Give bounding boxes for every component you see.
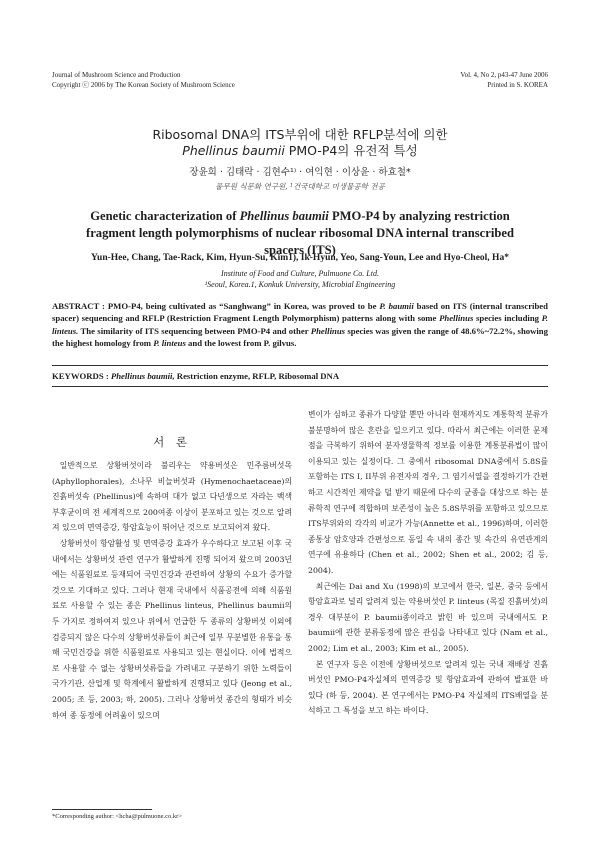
keywords-label: KEYWORDS : xyxy=(52,371,109,381)
issue-header xyxy=(460,70,548,90)
abstract-label: ABSTRACT : xyxy=(52,301,105,311)
footnote-rule xyxy=(52,809,152,810)
copyright-line: Copyright ⓒ 2006 by The Korean Society of Mushroom Science xyxy=(52,81,235,89)
right-paragraph-1: 최근에는 Dai and Xu (1998)의 보고에서 한국, 일본, 중국 등에서 항암효과로 널리 알려져 있는 약용버섯인 P. linteus (목질 진흙버섯)의 경우 대부분이 P. baumii종이라고 밝힌 바 있으며 국내에서도 P. baumii에 관한 분류동정에 많은 관심을 나타내고 있다 (Nam et al., 2002; Lim et al., 2003; Kim et al., 2005). xyxy=(308,581,548,653)
right-paragraph-continued: 변이가 심하고 종류가 다양할 뿐만 아니라 현재까지도 계통학적 분류가 불분명하여 많은 혼란을 일으키고 있다. 따라서 최근에는 이러한 문제점을 극복하기 위하여 분자생물학적 정보를 이용한 계통분류법이 많이 이용되고 있는 실정이다. 그 중에서 ribosomal DNA중에서 5.8S를 포함하는 ITS I, II부위 유전자의 경우, 그 염기서열을 결정하기가 간편하고 시간적인 제약을 덜 받기 때문에 다수의 균종을 대상으로 하는 분류학적 연구에 적합하며 보존성이 높은 5.8S부위를 포함하고 있으므로 ITS부위와의 각각의 비교가 가능(Annette et al., 1996)하며, 이러한 종통상 암호양과 간편성으로 동일 속 내의 종간 및 속간의 유연관계의 연구에 유용하다 (Chen et al., 2002; Shen et al., 2002; 김 등, 2004). xyxy=(308,410,548,575)
abstract-species-2: Phellinus xyxy=(439,313,474,324)
keywords xyxy=(52,370,548,382)
left-paragraph-1: 일반적으로 상황버섯이라 불리우는 약용버섯은 민주름버섯목 (Aphyllophorales), 소나무 비늘버섯과 (Hymenochaetaceae)의 진흙버섯속 (Phellinus)에 속하며 대가 없고 다년생으로 자라는 백색 부후균이며 전 세계적으로 200여종 이상이 분포하고 있는 것으로 알려져 있으며 면역증강, 항암효능이 뛰어난 것으로 보고되어져 왔다. xyxy=(52,461,292,533)
korean-title-species: Phellinus baumii xyxy=(182,143,285,158)
volume-info: Vol. 4, No 2, p43-47 June 2006 xyxy=(460,71,548,79)
abstract-text-1: PMO-P4, being cultivated as “Sanghwang” in Korea, was proved to be xyxy=(104,301,380,311)
english-title-part2: PMO-P4 by analyzing restriction fragment length polymorphisms of nuclear ribosomal DNA internal transcribed spacers (ITS) xyxy=(86,209,514,257)
section-title-introduction: 서 론 xyxy=(153,435,191,449)
left-column xyxy=(52,458,292,723)
journal-header xyxy=(52,70,235,90)
korean-title-line1: Ribosomal DNA의 ITS부위에 대한 RFLP분석에 의한 xyxy=(152,127,448,142)
korean-title-rest: PMO-P4의 유전적 특성 xyxy=(284,143,418,158)
english-title-part1: Genetic characterization of xyxy=(90,209,240,223)
right-column xyxy=(308,407,548,719)
journal-name: Journal of Mushroom Science and Production xyxy=(52,71,181,79)
right-paragraph-2: 본 연구자 등은 이전에 상황버섯으로 알려져 있는 국내 재배상 진흙버섯인 PMO-P4자실체의 면역증강 및 항암효과에 관하여 발표한 바 있다 (하 등, 2004). 본 연구에서는 PMO-P4 자실체의 ITS배열을 분석하고 그 특성을 보고 하는 바이다. xyxy=(308,659,548,716)
abstract-species-5: P. linteus xyxy=(153,338,186,349)
korean-title-line2 xyxy=(0,142,600,159)
abstract-text-2: based on ITS (internal transcribed spacer) sequencing and RFLP (Restriction Fragment Length Polymorphism) patterns along with some xyxy=(52,301,548,324)
left-paragraph-2: 상황버섯이 항암활성 및 면역증강 효과가 우수하다고 보고된 이후 국내에서는 상황버섯 관련 연구가 활발하게 진행 되어져 왔으며 2003년에는 식품원료로 등재되어 국민건강과 관련하여 상황의 수요가 증가할 것으로 기대하고 있다. 그러나 현재 국내에서 식품공전에 의해 식품원료로 사용할 수 있는 종은 Phellinus linteus, Phellinus baumii의 두 가지로 정하여져 있으나 위에서 언급한 두 종류의 상황버섯 이외에 검증되지 않은 다수의 상황버섯류들이 최근에 일부 무분별한 유통을 통해 국민건강을 위한 식품원료로 사용되고 있는 현실이다. 이에 법적으로 사용할 수 없는 상황버섯류들을 가려내고 구분하기 위한 노력들이 국가기관, 산업계 및 학계에서 활발하게 진행되고 있다 (Jeong et al., 2005; 조 등, 2003; 하, 2005). 그러나 상황버섯 종간의 형태가 비슷하여 종 동정에 어려움이 있으며 xyxy=(52,538,292,720)
english-title-species: Phellinus baumii xyxy=(239,209,329,223)
printed-info: Printed in S. KOREA xyxy=(487,81,548,89)
abstract-text-3: species including xyxy=(473,313,542,324)
english-title xyxy=(70,208,530,259)
divider-top xyxy=(52,365,548,366)
divider-bottom xyxy=(52,386,548,387)
abstract-species-3: P. linteus. xyxy=(52,313,549,336)
abstract xyxy=(52,300,548,350)
abstract-text-6: and the lowest from P. gilvus. xyxy=(185,338,297,349)
abstract-species-4: Phellinus xyxy=(310,325,346,336)
english-authors: Yun-Hee, Chang, Tae-Rack, Kim, Hyun-Su, Kim1), Ik-Hyun, Yeo, Sang-Youn, Lee and Hyo-Cheol, Ha* xyxy=(91,253,509,263)
korean-affiliation: 풀무원 식문화 연구원, ¹건국대학교 미생물공학 전공 xyxy=(215,182,385,191)
korean-authors: 장윤희 · 김태락 · 김현수¹⁾ · 여익현 · 이상윤 · 하효철* xyxy=(189,167,411,178)
english-affiliation-1: Institute of Food and Culture, Pulmuone Co. Ltd. xyxy=(221,269,379,278)
abstract-text-4: The similarity of ITS sequencing between PMO-P4 and other xyxy=(78,325,311,336)
english-affiliation-2: ¹Seoul, Korea.1, Konkuk University, Microbial Engineering xyxy=(204,280,396,289)
abstract-text-5: species was given the range of 48.6%~72.2%, showing the highest homology from xyxy=(52,325,548,349)
abstract-species-1: P. baumii xyxy=(379,301,414,311)
corresponding-author-footnote: *Corresponding author: <hcha@pulmuone.co.kr> xyxy=(52,813,182,820)
keyword-species: Phellinus baumii, xyxy=(108,371,175,381)
keywords-rest: Restriction enzyme, RFLP, Ribosomal DNA xyxy=(174,371,340,381)
